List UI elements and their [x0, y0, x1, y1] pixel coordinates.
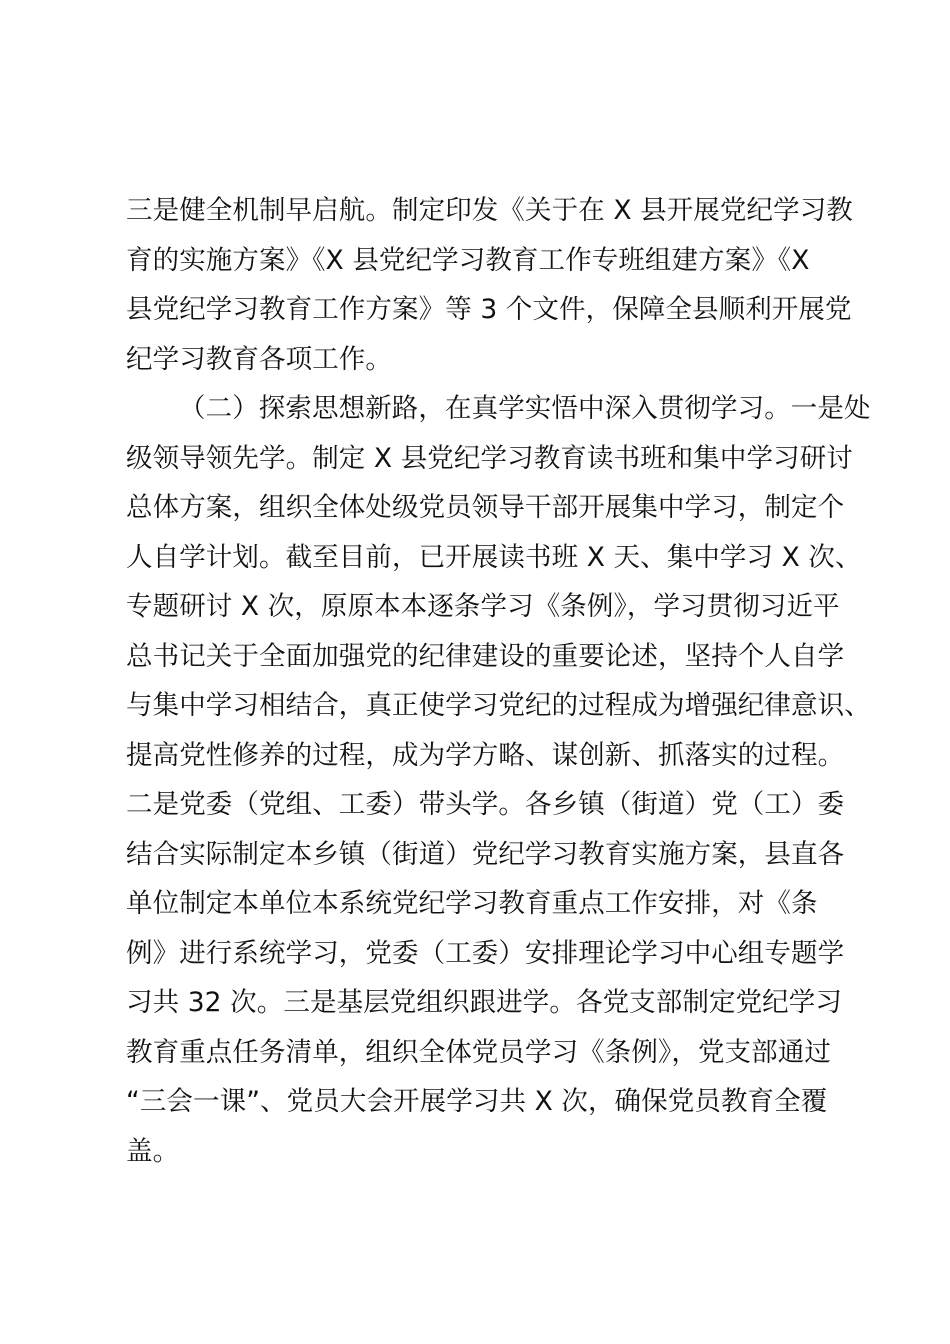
text-line: 总书记关于全面加强党的纪律建设的重要论述，坚持个人自学 — [126, 640, 845, 672]
text-line: 教育重点任务清单，组织全体党员学习《条例》，党支部通过 — [126, 1036, 831, 1068]
text-line: 二是党委（党组、工委）带头学。各乡镇（街道）党（工）委 — [126, 789, 845, 820]
text-line: 专题研讨 X 次，原原本本逐条学习《条例》，学习贯彻习近平 — [126, 591, 840, 622]
text-line: 结合实际制定本乡镇（街道）党纪学习教育实施方案，县直各 — [126, 838, 845, 870]
text-line: 三是健全机制早启航。制定印发《关于在 X 县开展党纪学习教 — [126, 195, 853, 226]
document-body — [126, 186, 871, 1176]
paragraph-heading-line: （二）探索思想新路，在真学实悟中深入贯彻学习。一是处 — [179, 393, 871, 424]
text-line: 级领导领先学。制定 X 县党纪学习教育读书班和集中学习研讨 — [126, 442, 853, 474]
text-line: 与集中学习相结合，真正使学习党纪的过程成为增强纪律意识、 — [126, 690, 871, 721]
text-line: 单位制定本单位本系统党纪学习教育重点工作安排，对《条 — [126, 888, 818, 919]
text-line: 盖。 — [126, 1135, 180, 1167]
text-line: “三会一课”、党员大会开展学习共 X 次，确保党员教育全覆 — [126, 1086, 828, 1117]
text-line: 育的实施方案》《X 县党纪学习教育工作专班组建方案》《X — [126, 244, 810, 276]
text-line: 例》进行系统学习，党委（工委）安排理论学习中心组专题学 — [126, 937, 845, 969]
text-line: 纪学习教育各项工作。 — [126, 343, 392, 375]
text-line: 县党纪学习教育工作方案》等 3 个文件，保障全县顺利开展党 — [126, 294, 852, 325]
text-line: 习共 32 次。三是基层党组织跟进学。各党支部制定党纪学习 — [126, 987, 842, 1018]
text-line: 人自学计划。截至目前，已开展读书班 X 天、集中学习 X 次、 — [126, 541, 862, 573]
text-line: 总体方案，组织全体处级党员领导干部开展集中学习，制定个 — [126, 492, 845, 523]
text-line: 提高党性修养的过程，成为学方略、谋创新、抓落实的过程。 — [126, 739, 845, 771]
